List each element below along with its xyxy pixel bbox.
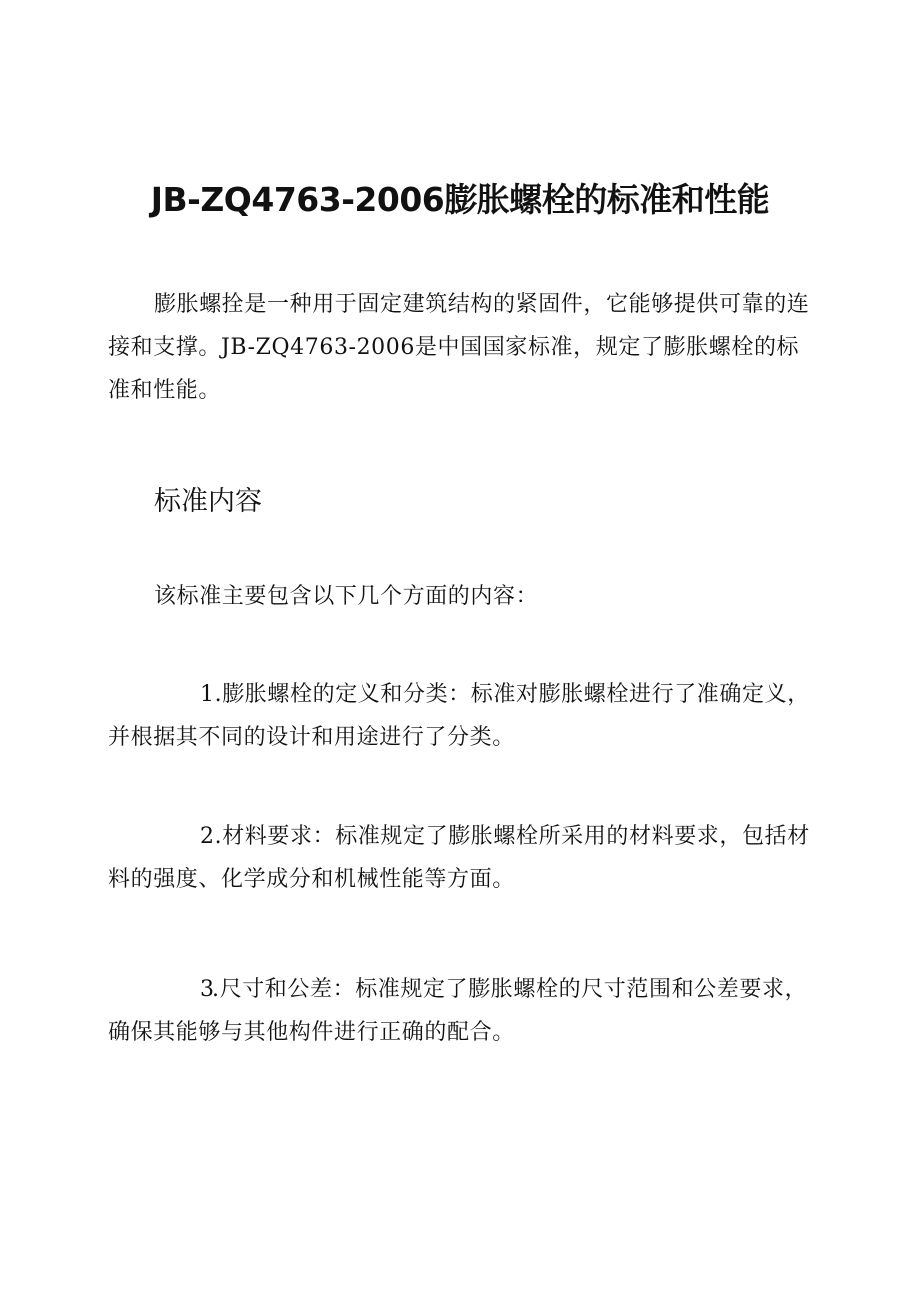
document-title: JB-ZQ4763-2006膨胀螺栓的标准和性能 <box>150 180 770 219</box>
intro-paragraph: 膨胀螺拴是一种用于固定建筑结构的紧固件，它能够提供可靠的连接和支撑。JB-ZQ4763-2006是中国国家标准，规定了膨胀螺栓的标准和性能。 <box>108 292 810 403</box>
list-item-1 <box>108 673 820 759</box>
list-item-2 <box>108 815 820 901</box>
list-item-text: .膨胀螺栓的定义和分类：标准对膨胀螺栓进行了准确定义，并根据其不同的设计和用途进行了分类。 <box>108 682 810 750</box>
list-item-number: 1 <box>200 682 215 707</box>
section-heading: 标准内容 <box>154 486 262 517</box>
section-lead-paragraph: 该标准主要包含以下几个方面的内容： <box>154 584 539 609</box>
list-item-text: .尺寸和公差：标准规定了膨胀螺栓的尺寸范围和公差要求，确保其能够与其他构件进行正确的配合。 <box>108 977 808 1045</box>
list-item-number: 2 <box>200 824 215 849</box>
list-item-text: .材料要求：标准规定了膨胀螺栓所采用的材料要求，包括材料的强度、化学成分和机械性能等方面。 <box>108 824 810 892</box>
list-item-number: 3 <box>200 977 215 1002</box>
list-item-3 <box>108 968 820 1054</box>
